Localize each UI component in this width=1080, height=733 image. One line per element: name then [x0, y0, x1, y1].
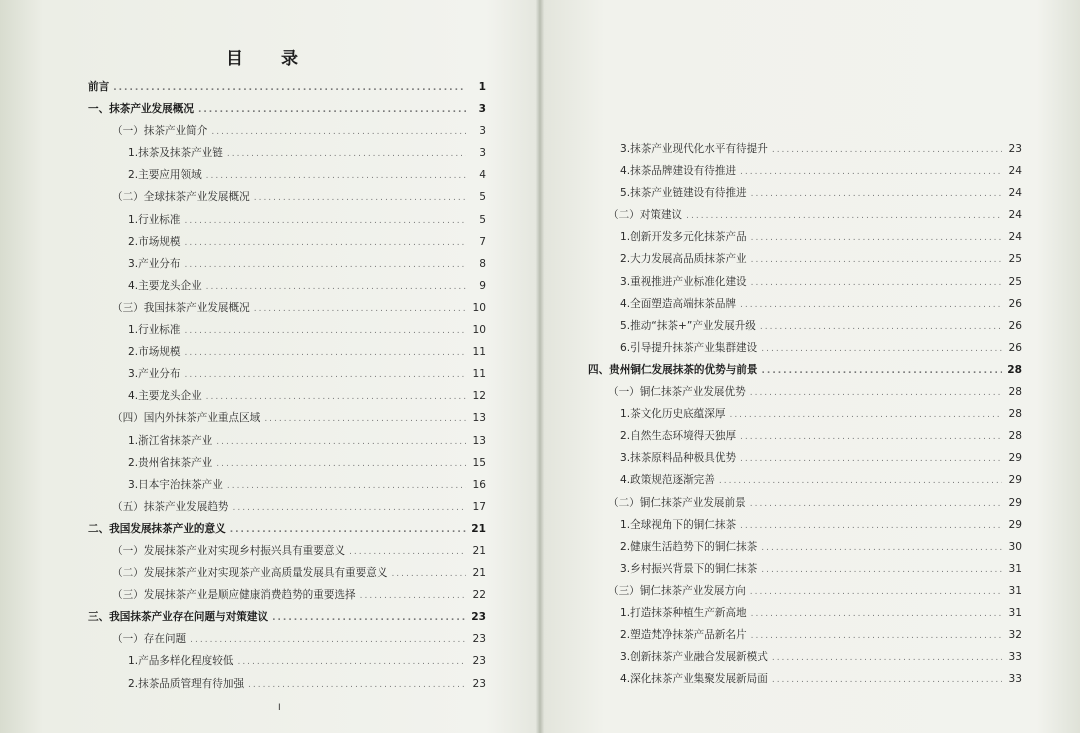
toc-entry-page: 21	[472, 567, 486, 580]
dot-leader	[740, 161, 1002, 183]
toc-entry-page: 29	[1008, 496, 1022, 509]
toc-entry-label: 3.抹茶原料品种极具优势	[620, 452, 737, 465]
toc-entry[interactable]	[588, 646, 1022, 668]
dot-leader	[740, 448, 1002, 470]
toc-entry-label: 2.市场规模	[128, 235, 181, 248]
dot-leader	[761, 338, 1002, 360]
toc-entry[interactable]	[88, 142, 486, 164]
dot-leader	[184, 364, 466, 386]
toc-entry[interactable]	[88, 407, 486, 429]
dot-leader	[227, 143, 466, 165]
toc-entry-page: 31	[1008, 562, 1022, 575]
dot-leader	[349, 541, 466, 563]
dot-leader	[719, 470, 1002, 492]
dot-leader	[216, 453, 466, 475]
toc-entry-page: 8	[479, 257, 486, 270]
toc-entry[interactable]	[588, 337, 1022, 359]
toc-entry-label: 6.引导提升抹茶产业集群建设	[620, 341, 758, 354]
toc-entry[interactable]	[588, 381, 1022, 403]
toc-entry[interactable]	[588, 403, 1022, 425]
toc-entry[interactable]	[88, 297, 486, 319]
toc-entry-page: 28	[1008, 408, 1022, 421]
toc-entry-label: 3.日本宇治抹茶产业	[128, 478, 223, 491]
toc-entry[interactable]	[88, 474, 486, 496]
toc-list-left	[88, 76, 486, 695]
dot-leader	[751, 227, 1002, 249]
toc-entry-label: 2.主要应用领域	[128, 169, 202, 182]
dot-leader	[751, 272, 1002, 294]
toc-entry-label: 前言	[88, 81, 110, 93]
toc-entry-page: 30	[1008, 540, 1022, 553]
toc-entry-label: 5.推动“抹茶+”产业发展升级	[620, 319, 756, 332]
toc-entry-label: 2.自然生态环境得天独厚	[620, 430, 737, 443]
toc-entry-page: 5	[479, 191, 486, 204]
dot-leader	[772, 669, 1002, 691]
toc-entry-page: 29	[1008, 452, 1022, 465]
dot-leader	[686, 205, 1002, 227]
dot-leader	[184, 210, 466, 232]
toc-entry-page: 11	[472, 346, 486, 359]
toc-entry-page: 28	[1007, 363, 1022, 376]
toc-entry[interactable]	[588, 204, 1022, 226]
dot-leader	[211, 121, 466, 143]
toc-entry[interactable]	[588, 558, 1022, 580]
toc-entry[interactable]	[88, 98, 486, 120]
toc-entry-page: 9	[479, 279, 486, 292]
toc-entry-label: （四）国内外抹茶产业重点区域	[112, 412, 261, 425]
dot-leader	[206, 276, 466, 298]
toc-entry[interactable]	[588, 624, 1022, 646]
dot-leader	[184, 320, 466, 342]
dot-leader	[772, 647, 1002, 669]
toc-entry[interactable]	[88, 650, 486, 672]
toc-entry[interactable]	[588, 580, 1022, 602]
toc-entry-page: 24	[1008, 231, 1022, 244]
dot-leader	[740, 515, 1002, 537]
toc-entry[interactable]	[88, 628, 486, 650]
toc-entry-label: 3.抹茶产业现代化水平有待提升	[620, 143, 768, 155]
toc-entry-label: （一）存在问题	[112, 633, 187, 646]
toc-entry-page: 12	[472, 390, 486, 403]
dot-leader	[216, 431, 466, 453]
toc-entry[interactable]	[88, 363, 486, 385]
toc-entry-page: 21	[472, 544, 486, 557]
toc-entry[interactable]	[588, 359, 1022, 381]
toc-entry[interactable]	[88, 253, 486, 275]
dot-leader	[751, 183, 1002, 205]
toc-entry-label: 1.浙江省抹茶产业	[128, 434, 213, 447]
toc-entry[interactable]	[88, 120, 486, 142]
toc-entry-page: 23	[471, 611, 486, 624]
toc-entry-page: 3	[478, 103, 486, 116]
toc-entry-page: 4	[479, 169, 486, 182]
toc-entry[interactable]	[588, 138, 1022, 160]
toc-entry-label: 4.抹茶品牌建设有待推进	[620, 165, 737, 178]
toc-entry-label: （二）全球抹茶产业发展概况	[112, 191, 250, 204]
toc-entry-page: 7	[479, 235, 486, 248]
dot-leader	[762, 360, 1003, 382]
toc-entry-page: 1	[478, 81, 486, 93]
toc-entry-label: 4.深化抹茶产业集聚发展新局面	[620, 673, 768, 686]
dot-leader	[206, 386, 466, 408]
toc-entry-label: 3.乡村振兴背景下的铜仁抹茶	[620, 562, 758, 575]
toc-entry-label: 3.产业分布	[128, 368, 181, 381]
toc-entry[interactable]	[588, 447, 1022, 469]
toc-entry[interactable]	[588, 469, 1022, 491]
toc-entry-label: 四、贵州铜仁发展抹茶的优势与前景	[588, 363, 758, 376]
dot-leader	[254, 187, 466, 209]
toc-entry-label: 4.政策规范逐渐完善	[620, 474, 715, 487]
toc-entry-label: 2.贵州省抹茶产业	[128, 456, 213, 469]
toc-entry-page: 25	[1008, 275, 1022, 288]
toc-entry-label: 4.主要龙头企业	[128, 279, 202, 292]
toc-entry-page: 29	[1008, 518, 1022, 531]
toc-entry[interactable]	[588, 226, 1022, 248]
dot-leader	[237, 651, 466, 673]
toc-entry-label: （二）铜仁抹茶产业发展前景	[608, 496, 746, 509]
dot-leader	[751, 603, 1002, 625]
toc-entry[interactable]	[588, 160, 1022, 182]
dot-leader	[750, 493, 1002, 515]
toc-entry[interactable]	[588, 293, 1022, 315]
toc-entry-label: 1.行业标准	[128, 213, 181, 226]
toc-entry-page: 26	[1008, 319, 1022, 332]
toc-entry-page: 31	[1008, 606, 1022, 619]
toc-entry[interactable]	[88, 496, 486, 518]
dot-leader	[184, 342, 466, 364]
dot-leader	[254, 298, 466, 320]
toc-entry[interactable]	[588, 514, 1022, 536]
toc-entry-page: 28	[1008, 430, 1022, 443]
toc-entry-label: 3.重视推进产业标准化建设	[620, 275, 747, 288]
toc-entry-label: 三、我国抹茶产业存在问题与对策建议	[88, 611, 269, 624]
toc-entry-page: 17	[472, 500, 486, 513]
toc-entry[interactable]	[588, 536, 1022, 558]
toc-entry-label: （五）抹茶产业发展趋势	[112, 500, 229, 513]
dot-leader	[740, 294, 1002, 316]
dot-leader	[184, 232, 466, 254]
toc-entry[interactable]	[88, 562, 486, 584]
toc-entry-label: 2.大力发展高品质抹茶产业	[620, 253, 747, 266]
toc-entry-page: 23	[472, 677, 486, 690]
toc-entry[interactable]	[88, 385, 486, 407]
toc-entry-label: 2.健康生活趋势下的铜仁抹茶	[620, 540, 758, 553]
toc-entry-label: 1.行业标准	[128, 324, 181, 337]
toc-entry-page: 13	[472, 412, 486, 425]
toc-entry-label: （二）对策建议	[608, 209, 683, 222]
toc-entry-page: 21	[471, 522, 486, 535]
dot-leader	[391, 563, 466, 585]
dot-leader	[740, 426, 1002, 448]
dot-leader	[113, 77, 466, 99]
toc-entry[interactable]	[88, 164, 486, 186]
toc-entry-label: 4.全面塑造高端抹茶品牌	[620, 297, 737, 310]
toc-entry-label: （一）发展抹茶产业对实现乡村振兴具有重要意义	[112, 544, 346, 557]
toc-entry[interactable]	[588, 668, 1022, 690]
dot-leader	[198, 99, 466, 121]
toc-entry[interactable]	[588, 602, 1022, 624]
toc-entry-label: （二）发展抹茶产业对实现茶产业高质量发展具有重要意义	[112, 567, 388, 580]
toc-entry-label: 4.主要龙头企业	[128, 390, 202, 403]
toc-entry[interactable]	[88, 452, 486, 474]
toc-entry-page: 23	[472, 655, 486, 668]
toc-entry-page: 15	[472, 456, 486, 469]
toc-entry[interactable]	[88, 275, 486, 297]
toc-entry-page: 26	[1008, 297, 1022, 310]
dot-leader	[750, 581, 1002, 603]
toc-entry-label: （三）发展抹茶产业是顺应健康消费趋势的重要选择	[112, 589, 356, 602]
toc-entry-label: 一、抹茶产业发展概况	[88, 103, 194, 116]
toc-entry-page: 32	[1008, 629, 1022, 642]
toc-entry-label: 1.全球视角下的铜仁抹茶	[620, 518, 737, 531]
page-number: I	[278, 703, 281, 713]
toc-entry-page: 23	[1008, 143, 1022, 155]
toc-entry-page: 5	[479, 213, 486, 226]
toc-entry-page: 28	[1008, 386, 1022, 399]
toc-entry[interactable]	[88, 319, 486, 341]
toc-entry[interactable]	[588, 248, 1022, 270]
toc-entry[interactable]	[88, 584, 486, 606]
dot-leader	[230, 519, 466, 541]
toc-entry[interactable]	[88, 186, 486, 208]
toc-entry[interactable]	[588, 182, 1022, 204]
toc-entry-page: 24	[1008, 209, 1022, 222]
toc-entry-page: 23	[472, 633, 486, 646]
dot-leader	[772, 139, 1002, 161]
toc-entry[interactable]	[88, 341, 486, 363]
toc-entry[interactable]	[88, 231, 486, 253]
dot-leader	[761, 559, 1002, 581]
dot-leader	[761, 537, 1002, 559]
toc-entry-label: 1.茶文化历史底蕴深厚	[620, 408, 726, 421]
toc-entry-page: 16	[472, 478, 486, 491]
dot-leader	[248, 674, 466, 696]
toc-entry-label: 2.抹茶品质管理有待加强	[128, 677, 245, 690]
toc-entry-page: 31	[1008, 584, 1022, 597]
dot-leader	[272, 607, 466, 629]
dot-leader	[360, 585, 466, 607]
toc-entry-label: 3.创新抹茶产业融合发展新模式	[620, 651, 768, 664]
toc-entry-page: 26	[1008, 341, 1022, 354]
dot-leader	[750, 382, 1002, 404]
dot-leader	[190, 629, 466, 651]
toc-entry-label: 二、我国发展抹茶产业的意义	[88, 522, 226, 535]
toc-entry-label: 2.市场规模	[128, 346, 181, 359]
toc-entry[interactable]	[588, 425, 1022, 447]
toc-entry[interactable]	[88, 430, 486, 452]
toc-title: 目 录	[226, 49, 314, 69]
dot-leader	[206, 165, 466, 187]
dot-leader	[233, 497, 466, 519]
toc-entry-page: 25	[1008, 253, 1022, 266]
right-page	[540, 0, 1080, 733]
toc-entry-label: 5.抹茶产业链建设有待推进	[620, 187, 747, 200]
toc-entry-page: 29	[1008, 474, 1022, 487]
toc-entry-page: 22	[472, 589, 486, 602]
toc-entry-page: 11	[472, 368, 486, 381]
toc-entry-label: （一）抹茶产业简介	[112, 125, 208, 138]
toc-entry-label: 2.塑造梵净抹茶产品新名片	[620, 629, 747, 642]
toc-entry[interactable]	[588, 271, 1022, 293]
toc-entry-label: 1.创新开发多元化抹茶产品	[620, 231, 747, 244]
toc-entry[interactable]	[88, 673, 486, 695]
dot-leader	[751, 249, 1002, 271]
toc-entry-page: 10	[472, 324, 486, 337]
toc-entry-page: 24	[1008, 187, 1022, 200]
toc-entry-page: 33	[1008, 651, 1022, 664]
toc-entry[interactable]	[588, 492, 1022, 514]
toc-entry[interactable]	[588, 315, 1022, 337]
toc-entry[interactable]	[88, 209, 486, 231]
toc-entry-label: 1.打造抹茶种植生产新高地	[620, 606, 747, 619]
toc-entry-label: （三）我国抹茶产业发展概况	[112, 301, 250, 314]
toc-entry-page: 3	[479, 125, 486, 138]
toc-entry-label: 1.产品多样化程度较低	[128, 655, 234, 668]
dot-leader	[264, 408, 466, 430]
dot-leader	[760, 316, 1002, 338]
toc-entry-label: （三）铜仁抹茶产业发展方向	[608, 584, 746, 597]
dot-leader	[751, 625, 1002, 647]
toc-entry-page: 33	[1008, 673, 1022, 686]
dot-leader	[227, 475, 466, 497]
toc-entry[interactable]	[88, 540, 486, 562]
toc-entry[interactable]	[88, 518, 486, 540]
toc-entry-label: （一）铜仁抹茶产业发展优势	[608, 386, 746, 399]
toc-entry[interactable]	[88, 76, 486, 98]
toc-list-right	[588, 138, 1022, 690]
toc-entry-page: 3	[479, 147, 486, 160]
toc-entry-page: 24	[1008, 165, 1022, 178]
dot-leader	[184, 254, 466, 276]
toc-entry-page: 13	[472, 434, 486, 447]
toc-entry-label: 1.抹茶及抹茶产业链	[128, 147, 223, 160]
toc-entry-page: 10	[472, 301, 486, 314]
toc-entry-label: 3.产业分布	[128, 257, 181, 270]
toc-entry[interactable]	[88, 606, 486, 628]
dot-leader	[729, 404, 1002, 426]
